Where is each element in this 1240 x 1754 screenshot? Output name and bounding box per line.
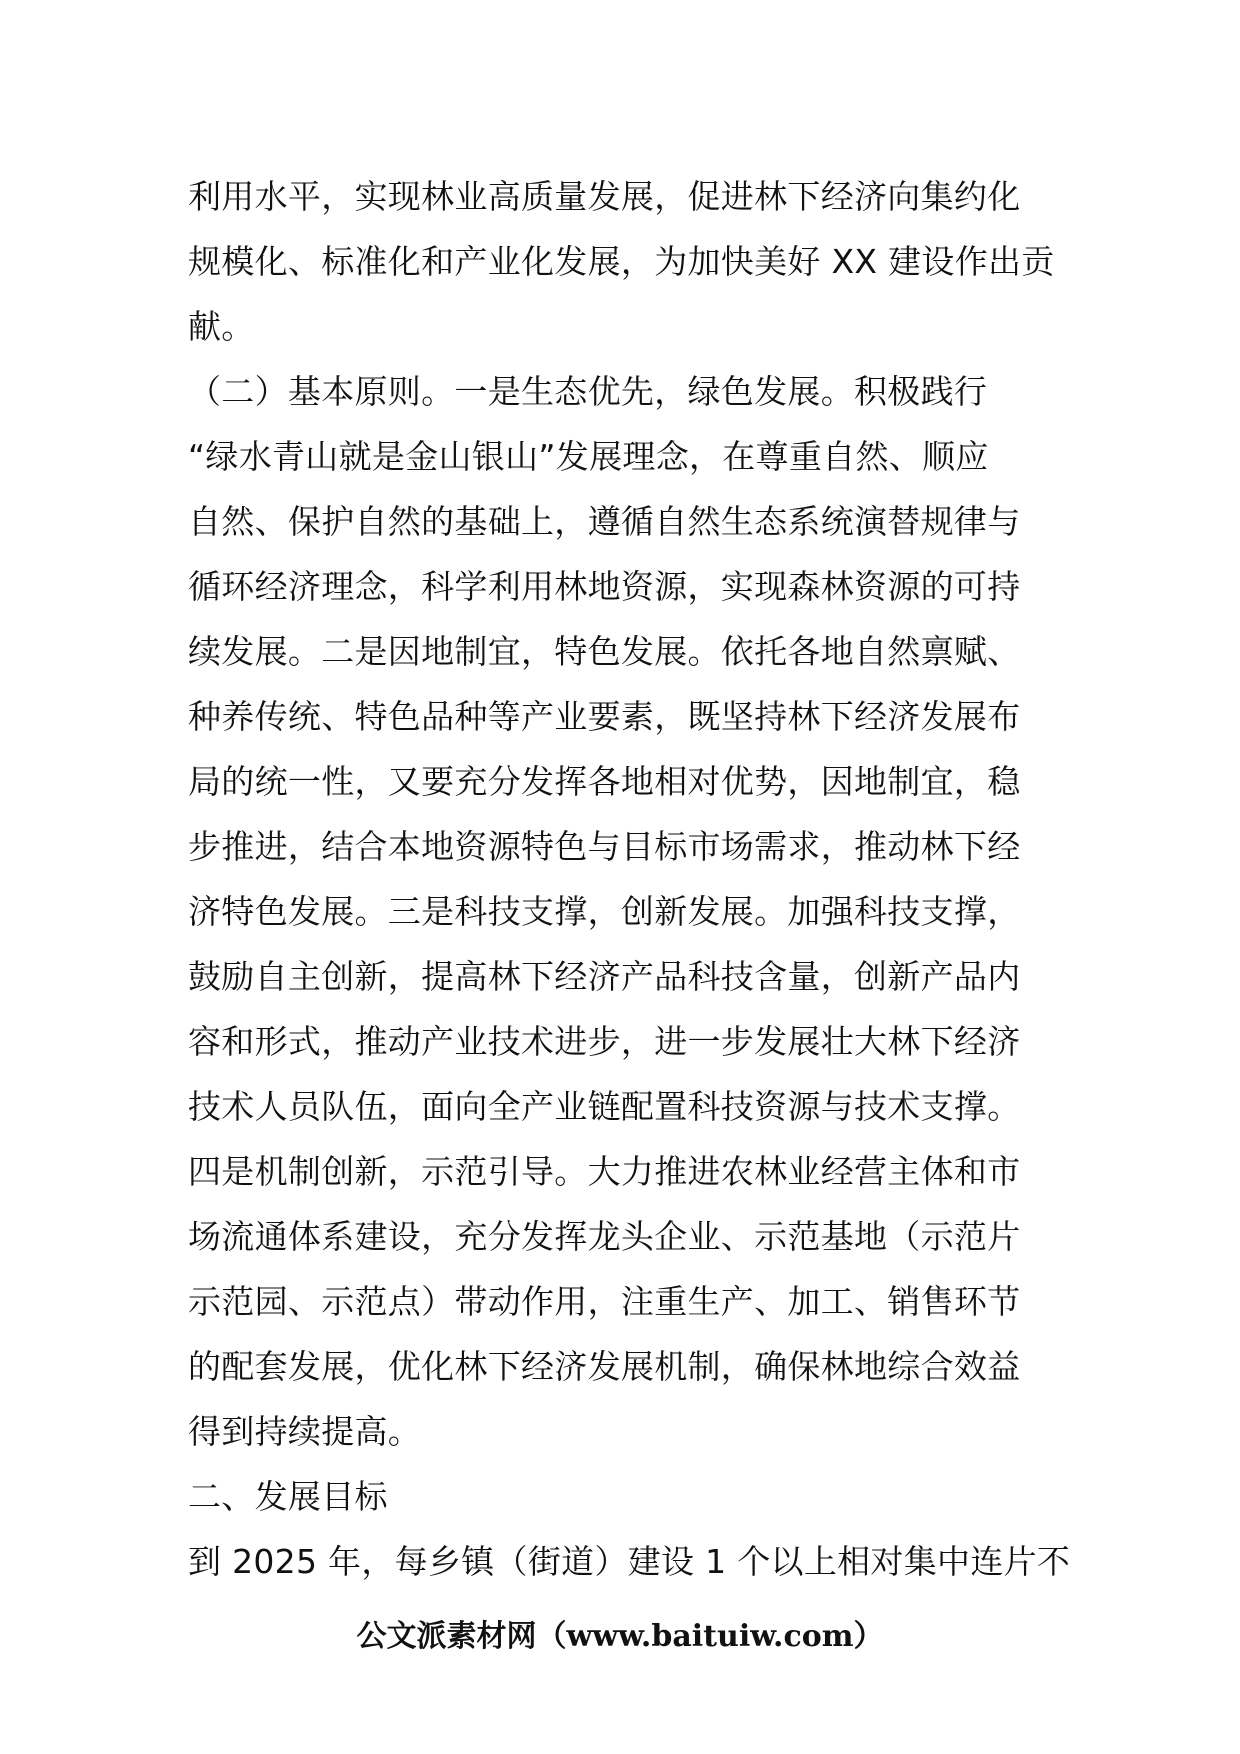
text-line: 到 2025 年，每乡镇（街道）建设 1 个以上相对集中连片不 [188, 1542, 1071, 1581]
text-line: 规模化、标准化和产业化发展，为加快美好 XX 建设作出贡 [188, 242, 1055, 281]
page-footer: 公文派素材网（www.baituiw.com） [356, 1619, 884, 1654]
text-line: 场流通体系建设，充分发挥龙头企业、示范基地（示范片 [188, 1217, 1021, 1256]
text-line: 利用水平，实现林业高质量发展，促进林下经济向集约化 [188, 177, 1021, 216]
text-line: 的配套发展，优化林下经济发展机制，确保林地综合效益 [188, 1347, 1021, 1386]
text-line: “绿水青山就是金山银山”发展理念，在尊重自然、顺应 [188, 437, 989, 476]
text-line: 自然、保护自然的基础上，遵循自然生态系统演替规律与 [188, 502, 1021, 541]
text-line: 局的统一性，又要充分发挥各地相对优势，因地制宜，稳 [188, 762, 1021, 801]
text-line: 技术人员队伍，面向全产业链配置科技资源与技术支撑。 [188, 1087, 1021, 1126]
text-line: 示范园、示范点）带动作用，注重生产、加工、销售环节 [188, 1282, 1021, 1321]
text-line: 种养传统、特色品种等产业要素，既坚持林下经济发展布 [188, 697, 1021, 736]
text-line: 鼓励自主创新，提高林下经济产品科技含量，创新产品内 [188, 957, 1021, 996]
document-body [188, 164, 1071, 1594]
text-line: 得到持续提高。 [188, 1412, 422, 1451]
text-line: 续发展。二是因地制宜，特色发展。依托各地自然禀赋、 [188, 632, 1021, 671]
text-line: 步推进，结合本地资源特色与目标市场需求，推动林下经 [188, 827, 1021, 866]
text-line: 济特色发展。三是科技支撑，创新发展。加强科技支撑， [188, 892, 1021, 931]
text-line: 四是机制创新，示范引导。大力推进农林业经营主体和市 [188, 1152, 1021, 1191]
text-line: 循环经济理念，科学利用林地资源，实现森林资源的可持 [188, 567, 1021, 606]
text-line: 容和形式，推动产业技术进步，进一步发展壮大林下经济 [188, 1022, 1021, 1061]
section-heading-line: （二）基本原则。一是生态优先，绿色发展。积极践行 [188, 372, 988, 411]
text-line: 献。 [188, 307, 255, 346]
section-heading: 二、发展目标 [188, 1477, 388, 1516]
